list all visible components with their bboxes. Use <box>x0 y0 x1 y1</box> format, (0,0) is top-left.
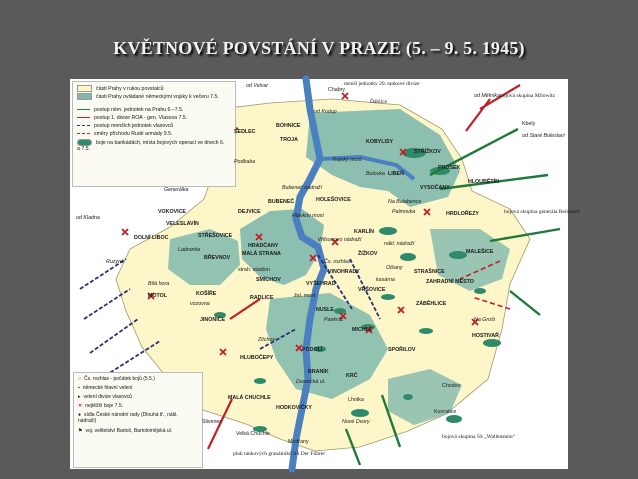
label-tank-division: menší jednotky 20. tankové divize <box>344 81 420 87</box>
label-general: bojová skupina generála Reinhard <box>504 209 579 215</box>
place-zizkov: ŽIŽKOV <box>358 251 378 257</box>
place-bubenec-nadrazi: Bubeneč nádraží <box>282 185 323 191</box>
place-hostivar: HOSTIVAŘ <box>472 333 499 339</box>
legend-item-roa: postup 1. divize ROA - gen. Vlasova 7.5. <box>94 115 188 121</box>
legend2-item-vlasov-command: velení divize vlasovců <box>83 394 132 400</box>
place-troja: TROJA <box>280 137 298 143</box>
label-dablice: Ďáblice <box>370 99 388 105</box>
label-od-velvar: od Velvar <box>246 83 269 89</box>
place-malesice: MALEŠICE <box>466 249 494 255</box>
place-strasnice: STRAŠNICE <box>414 269 445 275</box>
place-jinonice: JINONICE <box>200 317 226 323</box>
place-podoli: PODOLÍ <box>302 347 323 353</box>
slide-title: KVĚTNOVÉ POVSTÁNÍ V PRAZE (5. – 9. 5. 1945) <box>113 38 525 58</box>
place-vysehrad: VYŠEHRAD <box>306 281 336 287</box>
place-vinohrady: VINOHRADY <box>328 269 360 275</box>
place-modrany: Modřany <box>288 439 309 445</box>
label-der-fuehrer: pluk tankových granátníků SS Der Führer <box>232 451 326 457</box>
place-motol: MOTOL <box>148 293 168 299</box>
place-wilsonovo: Wilsonovo nádraží <box>318 237 362 243</box>
place-hlavkuv-most: Hlávkův most <box>292 213 324 219</box>
place-bila-hora: Bílá hora <box>148 281 170 287</box>
legend-item-small-units: postup menších jednotek vlasovců <box>94 123 174 129</box>
label-od-boleslavi: od Staré Boleslavi <box>522 133 565 139</box>
place-zel-most: žel. most <box>294 293 316 299</box>
place-dejvice: DEJVICE <box>238 209 261 215</box>
label-wallenstein: bojová skupina SS „Wallenstein“ <box>442 434 516 440</box>
place-sedlec: SEDLEC <box>234 129 256 135</box>
legend2-item-military-hq: voj. velitelství Bartoš, Bartolomějská ul. <box>85 428 173 434</box>
place-hrdlorezy: HRDLOŘEZY <box>446 211 479 217</box>
place-liben: LIBEŇ <box>388 171 404 177</box>
place-smichov: SMÍCHOV <box>256 277 281 283</box>
legend-item-rebel: části Prahy v rukou povstalců <box>96 85 164 92</box>
place-kosire: KOŠÍŘE <box>196 291 217 297</box>
map-legend <box>72 81 236 187</box>
place-kunratice: Kunratice <box>434 409 457 415</box>
place-vysocany: VYSOČANY <box>420 185 450 191</box>
legend2-item-german-command: německé hlavní velení <box>82 385 133 391</box>
place-dvorecka: Dvorecká ul. <box>296 379 326 385</box>
place-bubenec: BUBENEČ <box>268 199 295 205</box>
legend-item-red-army: směry příchodu Rudé armády 9.5. <box>94 131 173 137</box>
place-nusle: NUSLE <box>316 307 334 313</box>
place-vrsovice: VRŠOVICE <box>358 287 386 293</box>
place-nakl-nadrazi: nákl. nádraží <box>384 241 415 247</box>
label-od-kladna: od Kladna <box>76 215 100 221</box>
place-lhotka: Lhotka <box>348 397 364 403</box>
place-velka-chuchle: Velká Chuchle <box>236 431 270 437</box>
map-legend-secondary: ○ Čs. rozhlas - počátek bojů (5.5.) ▪ německé hlavní velení ▸ velení divize vlasovců ✕ nejtěžší boje 7.5. ● sídla České národní rady (Dlouhá tř., nákl. nádraží) ⚑ voj. velitelství Bartoš, Bartolomějská ul. <box>73 372 203 468</box>
place-prosek: PROSEK <box>438 165 461 171</box>
place-bulovka: Bulovka <box>366 171 385 177</box>
place-zlichov: Zlíchov <box>258 337 276 343</box>
place-veleslavin: VELESLAVÍN <box>166 221 199 227</box>
place-nove-dvory: Nové Dvory <box>342 419 370 425</box>
place-holesovice: HOLEŠOVICE <box>316 197 351 203</box>
place-strah-stadion: strah. stadion <box>238 267 270 273</box>
place-kasarna: kasárna <box>376 277 395 283</box>
place-michle: MICHLE <box>352 327 373 333</box>
label-od-melnika: od Mělníka <box>474 93 500 99</box>
legend-item-german: části Prahy ovládané německými vojsky k večeru 7.5. <box>96 93 219 100</box>
place-branik: BRANÍK <box>308 369 329 375</box>
place-hodkovicky: HODKOVIČKY <box>276 405 312 411</box>
legend-item-german-advance: postup něm. jednotek na Prahu 6.–7.5. <box>94 107 184 113</box>
place-bohnice: BOHNICE <box>276 123 301 129</box>
place-chabry: Chabry <box>328 87 346 93</box>
place-olsany: Olšany <box>386 265 403 271</box>
place-trojsky-most: Trojský most <box>332 157 362 163</box>
place-kobylisy: KOBYLISY <box>366 139 394 145</box>
place-hradcany: HRADČANY <box>248 243 279 249</box>
place-zahradni-mesto: ZAHRADNÍ MĚSTO <box>426 279 474 285</box>
place-vokovice: VOKOVICE <box>158 209 186 215</box>
place-na-grosi: Na Groši <box>474 317 495 323</box>
place-na-balabence: Na Balabence <box>388 199 422 205</box>
place-podbaba: Podbaba <box>234 159 256 165</box>
legend2-item-cnr: sídla České národní rady (Dlouhá tř., nákl. nádraží) <box>78 412 178 424</box>
prague-uprising-map <box>70 79 579 469</box>
place-cs-rozhlas: Čs. rozhlas <box>324 259 351 265</box>
legend-item-barricades: boje na barikádách, místa bojových operací ve dnech 6. a 7.5. <box>77 139 225 152</box>
legend2-item-heaviest-fighting: nejtěžší boje 7.5. <box>85 403 124 409</box>
place-brevnov: BŘEVNOV <box>204 255 231 261</box>
place-slivenec: Slivenec <box>202 419 223 425</box>
label-od-kralup: od Kralup <box>314 109 337 115</box>
place-karlin: KARLÍN <box>354 229 375 235</box>
place-mala-strana: MALÁ STRANA <box>242 251 281 257</box>
place-hloubetin: HLOUBĚTÍN <box>468 179 499 185</box>
place-mala-chuchle: MALÁ CHUCHLE <box>228 395 271 401</box>
label-kbely: Kbely <box>522 121 536 127</box>
legend2-item-radio: Čs. rozhlas - počátek bojů (5.5.) <box>84 376 155 382</box>
place-dolni-liboc: DOLNÍ LIBOC <box>134 235 169 241</box>
place-sporilov: SPOŘILOV <box>388 347 416 353</box>
place-ruzyne: Ruzyně <box>106 259 124 265</box>
place-strizkov: STŘÍŽKOV <box>414 149 441 155</box>
place-krc: KRČ <box>346 373 358 379</box>
place-stresovice: STŘEŠOVICE <box>198 233 233 239</box>
label-milowitz: bojová skupina Milowitz <box>500 93 555 99</box>
place-chodov: Chodov <box>442 383 461 389</box>
place-ladronka: Ladronka <box>178 247 201 253</box>
place-zabehlice: ZÁBĚHLICE <box>416 301 447 307</box>
place-generalka: Generálka <box>164 187 189 193</box>
place-radlice: RADLICE <box>250 295 274 301</box>
place-vozovna: vozovna <box>190 301 210 307</box>
place-palmovka: Palmovka <box>392 209 416 215</box>
place-pankrac: Pankrác <box>324 317 344 323</box>
place-hlubocepy: HLUBOČEPY <box>240 355 274 361</box>
